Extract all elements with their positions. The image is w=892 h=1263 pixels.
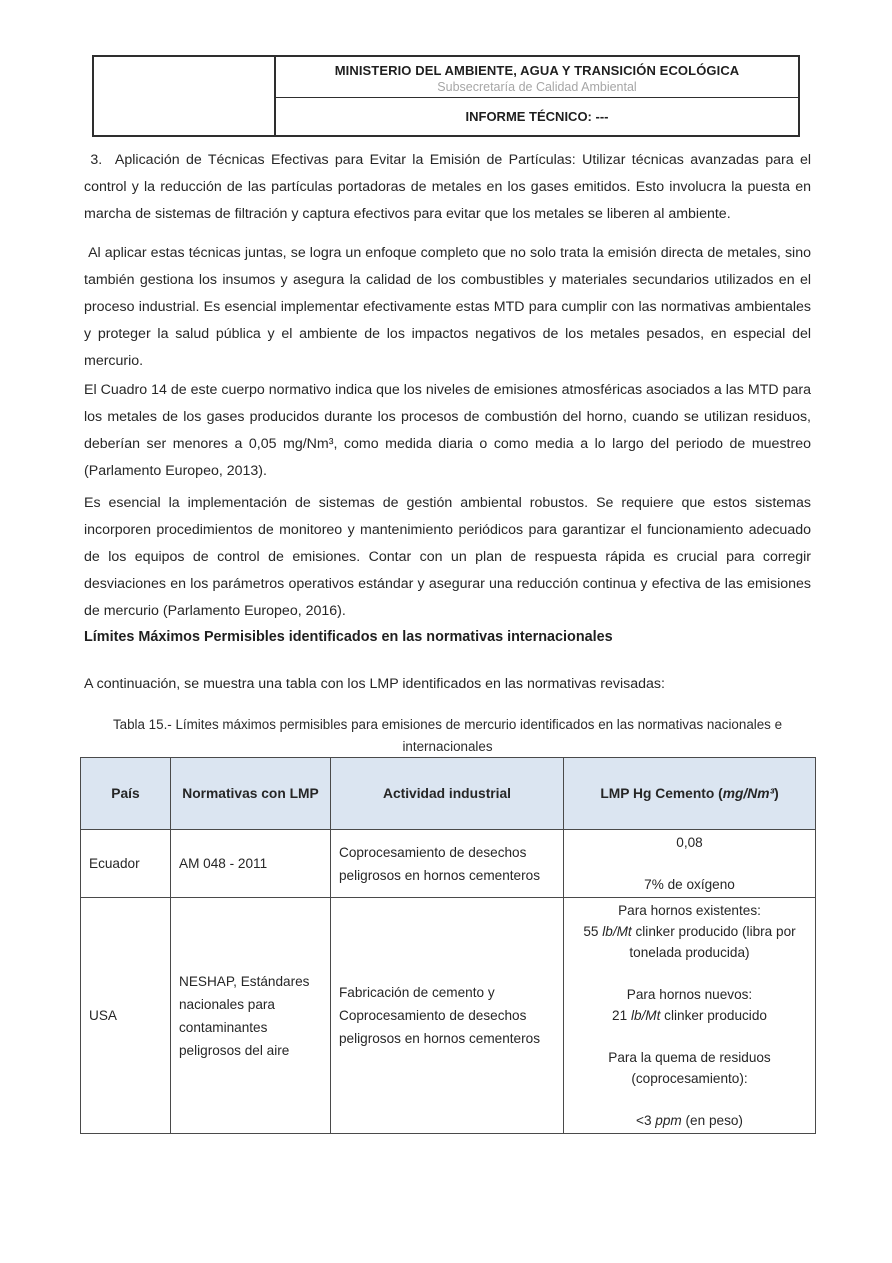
paragraph-4: Es esencial la implementación de sistemas de gestión ambiental robustos. Se requiere que estos sistemas incorporen procedimientos de monitoreo y mantenimiento periódicos para garantizar el funcionamiento adecuado de los equipos de control de emisiones. Contar con un plan de respuesta rápida es crucial para corregir desviaciones en los parámetros operativos estándar y asegurar una reducción continua y efectiva de las emisiones de mercurio (Parlamento Europeo, 2016).	[84, 495, 811, 619]
column-header-lmp: LMP Hg Cemento (mg/Nm³)	[564, 758, 816, 830]
header-title-row	[276, 57, 798, 98]
paragraph-1: 3. Aplicación de Técnicas Efectivas para Evitar la Emisión de Partículas: Utilizar técnicas avanzadas para el control y la reducción de las partículas portadoras de metales en los gases emitidos. Esto involucra la puesta en marcha de sistemas de filtración y captura efectivos para evitar que los metales se liberen al ambiente.	[84, 152, 811, 222]
table-row-ecuador	[81, 830, 816, 898]
lmp-table	[80, 757, 816, 1134]
table-caption: Tabla 15.- Límites máximos permisibles para emisiones de mercurio identificados en las normativas nacionales e internacionales	[112, 717, 783, 754]
lmp-table-container	[80, 757, 815, 1134]
section-heading: Límites Máximos Permisibles identificados en las normativas internacionales	[84, 629, 613, 645]
cell-pais: Ecuador	[81, 830, 171, 898]
cell-normativa: NESHAP, Estándares nacionales para contaminantes peligrosos del aire	[171, 898, 331, 1134]
column-header-pais: País	[81, 758, 171, 830]
report-title: INFORME TÉCNICO: ---	[465, 109, 609, 124]
table-row-usa	[81, 898, 816, 1134]
document-header-table	[92, 55, 800, 137]
cell-normativa: AM 048 - 2011	[171, 830, 331, 898]
header-report-row	[276, 98, 798, 135]
column-header-normativas: Normativas con LMP	[171, 758, 331, 830]
cell-lmp: 0,08 7% de oxígeno	[564, 830, 816, 898]
header-right-cell	[276, 57, 798, 135]
ministry-title: MINISTERIO DEL AMBIENTE, AGUA Y TRANSICIÓN ECOLÓGICA	[334, 62, 740, 78]
paragraph-2: Al aplicar estas técnicas juntas, se logra un enfoque completo que no solo trata la emisión directa de metales, sino también gestiona los insumos y asegura la calidad de los combustibles y materiales secundarios utilizados en el proceso industrial. Es esencial implementar efectivamente estas MTD para cumplir con las normativas ambientales y proteger la salud pública y el ambiente de los impactos negativos de los metales pesados, en especial del mercurio.	[84, 245, 811, 369]
table-header-row	[81, 758, 816, 830]
subsecretary-subtitle: Subsecretaría de Calidad Ambiental	[437, 79, 637, 94]
column-header-actividad: Actividad industrial	[331, 758, 564, 830]
cell-actividad: Coprocesamiento de desechos peligrosos en hornos cementeros	[331, 830, 564, 898]
cell-lmp: Para hornos existentes: 55 lb/Mt clinker producido (libra por tonelada producida) Para hornos nuevos: 21 lb/Mt clinker producido Para la quema de residuos (coprocesamiento): <3 ppm (en peso)	[564, 898, 816, 1134]
paragraph-3: El Cuadro 14 de este cuerpo normativo indica que los niveles de emisiones atmosféricas asociados a las MTD para los metales de los gases producidos durante los procesos de combustión del horno, cuando se utilizan residuos, deberían ser menores a 0,05 mg/Nm³, como medida diaria o como media a lo largo del periodo de muestreo (Parlamento Europeo, 2013).	[84, 382, 811, 479]
cell-pais: USA	[81, 898, 171, 1134]
table-intro-text: A continuación, se muestra una tabla con los LMP identificados en las normativas revisadas:	[84, 676, 665, 692]
cell-actividad: Fabricación de cemento y Coprocesamiento de desechos peligrosos en hornos cementeros	[331, 898, 564, 1134]
logo-cell	[94, 57, 276, 135]
